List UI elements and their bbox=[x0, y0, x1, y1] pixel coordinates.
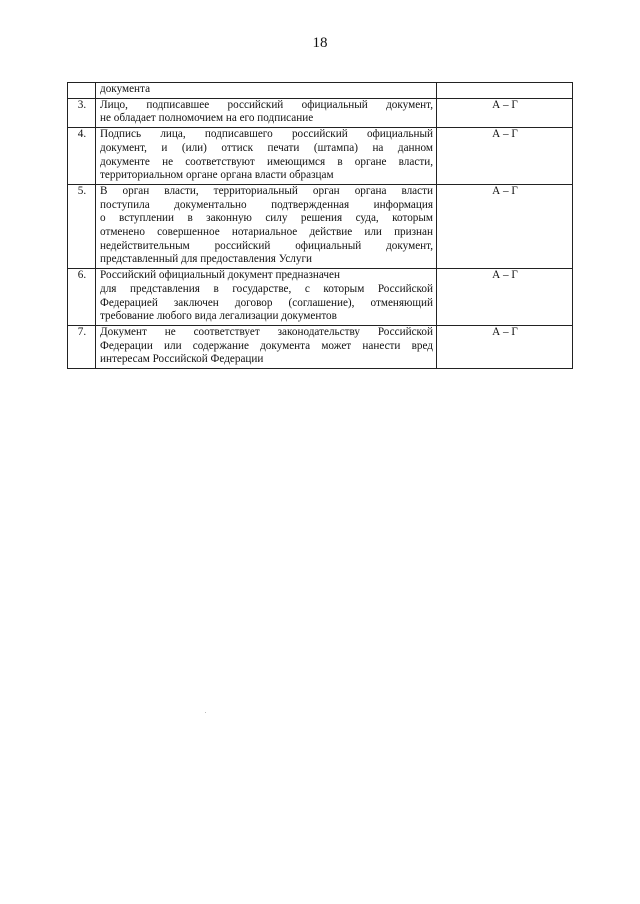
text-line: территориальном органе органа власти образцам bbox=[100, 169, 334, 182]
row-text bbox=[96, 98, 437, 127]
text-line: документ, и (или) оттиск печати (штампа) на данном bbox=[100, 141, 433, 154]
text-line: документа bbox=[100, 83, 151, 95]
text-line: не обладает полномочием на его подписание bbox=[100, 112, 314, 125]
row-text bbox=[96, 269, 437, 326]
text-line: для представления в государстве, с которым Российской bbox=[100, 282, 433, 295]
row-code: А – Г bbox=[437, 128, 573, 185]
text-line: документе не соответствуют имеющимся в органе власти, bbox=[100, 155, 433, 168]
row-text bbox=[96, 83, 437, 99]
text-line: Подпись лица, подписавшего российский официальный bbox=[100, 128, 433, 141]
table-row bbox=[68, 83, 573, 99]
text-line: Документ не соответствует законодательству Российской bbox=[100, 325, 433, 338]
row-number: 7. bbox=[68, 325, 96, 368]
row-number bbox=[68, 83, 96, 99]
row-text bbox=[96, 325, 437, 368]
row-text bbox=[96, 184, 437, 268]
text-line: Лицо, подписавшее российский официальный документ, bbox=[100, 98, 433, 111]
text-line: Федерацией заключен договор (соглашение), отменяющий bbox=[100, 296, 433, 309]
text-line: В орган власти, территориальный орган органа власти bbox=[100, 184, 433, 197]
text-line: интересам Российской Федерации bbox=[100, 353, 264, 366]
text-line: поступила документально подтвержденная информация bbox=[100, 198, 433, 211]
table-row bbox=[68, 184, 573, 268]
page-number: 18 bbox=[312, 35, 328, 51]
table-row bbox=[68, 98, 573, 127]
row-code: А – Г bbox=[437, 325, 573, 368]
scan-speck bbox=[205, 712, 206, 713]
text-line: Российский официальный документ предназначен bbox=[100, 269, 341, 282]
text-line: требование любого вида легализации документов bbox=[100, 310, 337, 323]
row-code: А – Г bbox=[437, 269, 573, 326]
text-line: отменено совершенное нотариальное действие или признан bbox=[100, 226, 433, 239]
row-code: А – Г bbox=[437, 98, 573, 127]
row-number: 4. bbox=[68, 128, 96, 185]
table-row bbox=[68, 269, 573, 326]
row-number: 5. bbox=[68, 184, 96, 268]
row-code bbox=[437, 83, 573, 99]
row-code: А – Г bbox=[437, 184, 573, 268]
text-line: Федерации или содержание документа может нанести вред bbox=[100, 339, 433, 352]
grounds-table bbox=[67, 82, 573, 369]
text-line: недействительным российский официальный документ, bbox=[100, 239, 433, 252]
row-text bbox=[96, 128, 437, 185]
table-row bbox=[68, 128, 573, 185]
row-number: 6. bbox=[68, 269, 96, 326]
table-row bbox=[68, 325, 573, 368]
text-line: представленный для предоставления Услуги bbox=[100, 253, 313, 266]
row-number: 3. bbox=[68, 98, 96, 127]
text-line: о вступлении в законную силу решения суда, которым bbox=[100, 212, 433, 225]
